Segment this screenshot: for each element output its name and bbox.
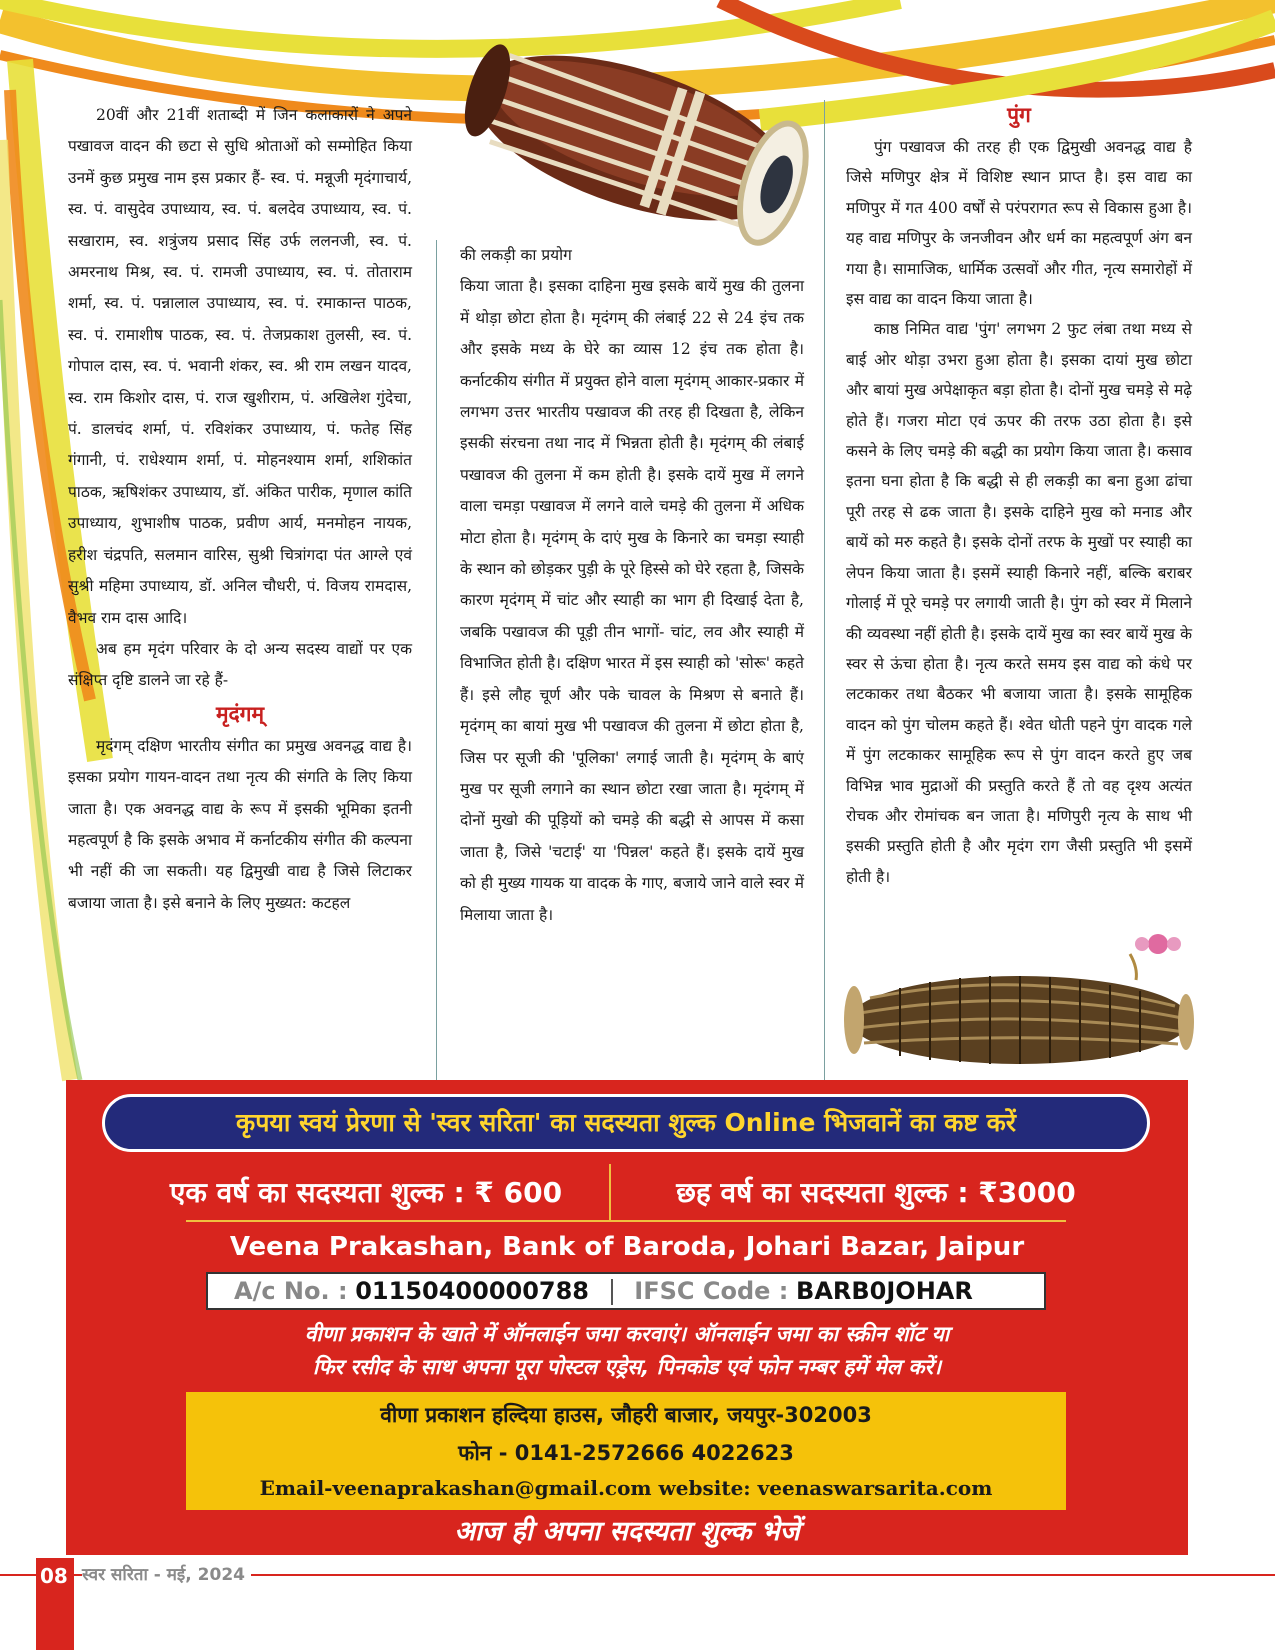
- page-number-tab: [36, 1558, 74, 1650]
- phone-numbers: फोन - 0141-2572666 4022623: [458, 1441, 794, 1465]
- heading-pung: पुंग: [1007, 102, 1031, 127]
- paragraph-wood-usage: की लकड़ी का प्रयोग: [460, 246, 572, 264]
- contact-address-box: [186, 1392, 1066, 1510]
- online-deposit-note: [96, 1318, 1158, 1384]
- column-divider-right: [824, 100, 825, 1080]
- issue-label: स्वर सरिता - मई, 2024: [82, 1562, 251, 1585]
- paragraph-mridangam-detail: किया जाता है। इसका दाहिना मुख इसके बायें मुख की तुलना में थोड़ा छोटा होता है। मृदंगम् की लंबाई 22 से 24 इंच तक और इसके मध्य के घेरे का व्यास 12 इंच तक होता है। कर्नाटकीय संगीत में प्रयुक्त होने वाला मृदंगम् आकार-प्रकार में लगभग उत्तर भारतीय पखावज की तरह ही दिखता है, लेकिन इसकी संरचना तथा नाद में भिन्नता होती है। मृदंगम् की लंबाई पखावज की तुलना में कम होती है। इसके दायें मुख में लगने वाला चमड़ा पखावज में लगने वाले चमड़े की तुलना में अधिक मोटा होता है। मृदंगम् के दाएं मुख के किनारे का चमड़ा स्याही के स्थान को छोड़कर पुड़ी के पूरे हिस्से को घेरे रहता है, जिसके कारण मृदंगम् में चांट और स्याही का भाग ही दिखाई देता है, जबकि पखावज की पूड़ी तीन भागों- चांट, लव और स्याही में विभाजित होती है। दक्षिण भारत में इस स्याही को 'सोरू' कहते हैं। इसे लौह चूर्ण और पके चावल के मिश्रण से बनाते हैं। मृदंगम् का बायां मुख भी पखावज की तुलना में छोटा होता है, जिस पर सूजी की 'पूलिका' लगाई जाती है। मृदंगम् के बाएं मुख पर सूजी लगाने का स्थान छोटा रखा जाता है। मृदंगम् में दोनों मुखो की पूड़ियों को चमड़े की बद्धी से आपस में कसा जाता है, जिसे 'चटाई' या 'पिन्नल' कहते हैं। इसके दायें मुख को ही मुख्य गायक या वादक के गाए, बजाये जाने वाले स्वर में मिलाया जाता है।: [460, 277, 804, 924]
- column-divider-left: [436, 240, 437, 1080]
- account-box-divider: [611, 1279, 613, 1305]
- banner-headline-pill: [102, 1094, 1150, 1152]
- note-line-2: फिर रसीद के साथ अपना पूरा पोस्टल एड्रेस, पिनकोड एवं फोन नम्बर हमें मेल करें।: [312, 1355, 942, 1379]
- pung-drum-image: [840, 928, 1200, 1068]
- ifsc-label: IFSC Code :: [634, 1277, 789, 1305]
- page-number: 08: [40, 1564, 68, 1588]
- paragraph-pung-intro: पुंग पखावज की तरह ही एक द्विमुखी अवनद्ध वाद्य है जिसे मणिपुर क्षेत्र में विशिष्ट स्थान प्राप्त है। इस वाद्य का मणिपुर में गत 400 वर्षों से परंपरागत रूप से विकास हुआ है। यह वाद्य मणिपुर के जनजीवन और धर्म का महत्वपूर्ण अंग बन गया है। सामाजिक, धार्मिक उत्सवों और गीत, नृत्य समारोहों में इस वाद्य का वादन किया जाता है।: [846, 138, 1192, 309]
- pakhawaj-drum-image: [450, 28, 818, 248]
- heading-mridangam: मृदंगम्: [215, 700, 265, 726]
- banner-separator-line: [186, 1220, 1066, 1222]
- paragraph-kalakar-list: 20वीं और 21वीं शताब्दी में जिन कलाकारों ने अपने पखावज वादन की छटा से सुधि श्रोताओं को सम्मोहित किया उनमें कुछ प्रमुख नाम इस प्रकार हैं- स्व. पं. मन्नूजी मृदंगाचार्य, स्व. पं. वासुदेव उपाध्याय, स्व. पं. बलदेव उपाध्याय, स्व. पं. सखाराम, स्व. शत्रुंजय प्रसाद सिंह उर्फ ललनजी, स्व. पं. अमरनाथ मिश्र, स्व. पं. रामजी उपाध्याय, स्व. पं. तोताराम शर्मा, स्व. पं. पन्नालाल उपाध्याय, स्व. पं. रमाकान्त पाठक, स्व. पं. रामाशीष पाठक, स्व. पं. तेजप्रकाश तुलसी, स्व. पं. गोपाल दास, स्व. पं. भवानी शंकर, स्व. श्री राम लखन यादव, स्व. राम किशोर दास, पं. राज खुशीराम, पं. अखिलेश गुंदेचा, पं. डालचंद शर्मा, पं. रविशंकर उपाध्याय, पं. फतेह सिंह गंगानी, पं. राधेश्याम शर्मा, पं. मोहनश्याम शर्मा, शशिकांत पाठक, ऋषिशंकर उपाध्याय, डॉ. अंकित पारीक, मृणाल कांति उपाध्याय, शुभाशीष पाठक, प्रवीण आर्य, मनमोहन नायक, हरीश चंद्रपति, सलमान वारिस, सुश्री चित्रांगदा पंत आग्ले एवं सुश्री महिमा उपाध्याय, डॉ. अनिल चौधरी, पं. विजय रामदास, वैभव राम दास आदि।: [68, 106, 412, 627]
- account-box: [206, 1272, 1046, 1310]
- bank-details: Veena Prakashan, Bank of Baroda, Johari Bazar, Jaipur: [229, 1232, 1025, 1262]
- banner-headline: कृपया स्वयं प्रेरणा से 'स्वर सरिता' का सदस्यता शुल्क Online भिजवानें का कष्ट करें: [236, 1108, 1016, 1137]
- account-number-value: 01150400000788: [355, 1277, 590, 1305]
- call-to-action: आज ही अपना सदस्यता शुल्क भेजें: [454, 1516, 800, 1547]
- postal-address: वीणा प्रकाशन हल्दिया हाउस, जौहरी बाजार, जयपुर-302003: [380, 1403, 872, 1427]
- paragraph-mridangam-intro: मृदंगम् दक्षिण भारतीय संगीत का प्रमुख अवनद्ध वाद्य है। इसका प्रयोग गायन-वादन तथा नृत्य की संगति के लिए किया जाता है। एक अवनद्ध वाद्य के रूप में इसकी भूमिका इतनी महत्वपूर्ण है कि इसके अभाव में कर्नाटकीय संगीत की कल्पना भी नहीं की जा सकती। यह द्विमुखी वाद्य है जिसे लिटाकर बजाया जाता है। इसे बनाने के लिए मुख्यत: कटहल: [68, 736, 412, 912]
- email-website: Email-veenaprakashan@gmail.com website: veenaswarsarita.com: [259, 1476, 993, 1500]
- paragraph-intro-family: अब हम मृदंग परिवार के दो अन्य सदस्य वाद्यों पर एक संक्षिप्त दृष्टि डालने जा रहे हैं-: [68, 639, 412, 690]
- account-number-label: A/c No. :: [234, 1277, 348, 1305]
- article-column-2: [460, 240, 804, 931]
- paragraph-pung-detail: काष्ठ निमित वाद्य 'पुंग' लगभग 2 फुट लंबा तथा मध्य से बाई ओर थोड़ा उभरा हुआ होता है। इसका दायां मुख छोटा और बायां मुख अपेक्षाकृत बड़ा होता है। दोनों मुख चमड़े से मढ़े होते हैं। गजरा मोटा एवं ऊपर की तरफ उठा होता है। इसे कसने के लिए चमड़े की बद्धी का प्रयोग किया जाता है। कसाव इतना घना होता है कि बद्धी से ही लकड़ी का बना हुआ ढांचा पूरी तरह से ढक जाता है। इसके दाहिने मुख को मनाड और बायें को मरु कहते है। इसके दोनों तरफ के मुखों पर स्याही का लेपन किया जाता है। इसमें स्याही किनारे नहीं, बल्कि बराबर गोलाई में पूरे चमड़े पर लगायी जाती है। पुंग को स्वर में मिलाने की व्यवस्था नहीं होती है। इसके दायें मुख का स्वर बायें मुख के स्वर से ऊंचा होता है। नृत्य करते समय इस वाद्य को कंधे पर लटकाकर तथा बैठकर भी बजाया जाता है। इसके सामूहिक वादन को पुंग चोलम कहते हैं। श्वेत धोती पहने पुंग वादक गले में पुंग लटकाकर सामूहिक रूप से पुंग वादन करते हुए जब विभिन्न भाव मुद्राओं की प्रस्तुति करते हैं तो वह दृश्य अत्यंत रोचक और रोमांचक बन जाता है। मणिपुरी नृत्य के साथ भी इसकी प्रस्तुति होती है और मृदंग राग जैसी प्रस्तुति भी इसमें होती है।: [846, 320, 1192, 886]
- subscription-banner: [66, 1080, 1188, 1555]
- note-line-1: वीणा प्रकाशन के खाते में ऑनलाईन जमा करवाएं। ऑनलाईन जमा का स्क्रीन शॉट या: [304, 1322, 950, 1346]
- article-column-1: [68, 100, 412, 919]
- ifsc-value: BARB0JOHAR: [796, 1277, 973, 1305]
- fee-six-year: छह वर्ष का सदस्यता शुल्क : ₹3000: [676, 1176, 1076, 1209]
- fee-one-year: एक वर्ष का सदस्यता शुल्क : ₹ 600: [169, 1176, 563, 1209]
- fee-divider: [609, 1164, 611, 1222]
- article-column-3: [846, 98, 1192, 892]
